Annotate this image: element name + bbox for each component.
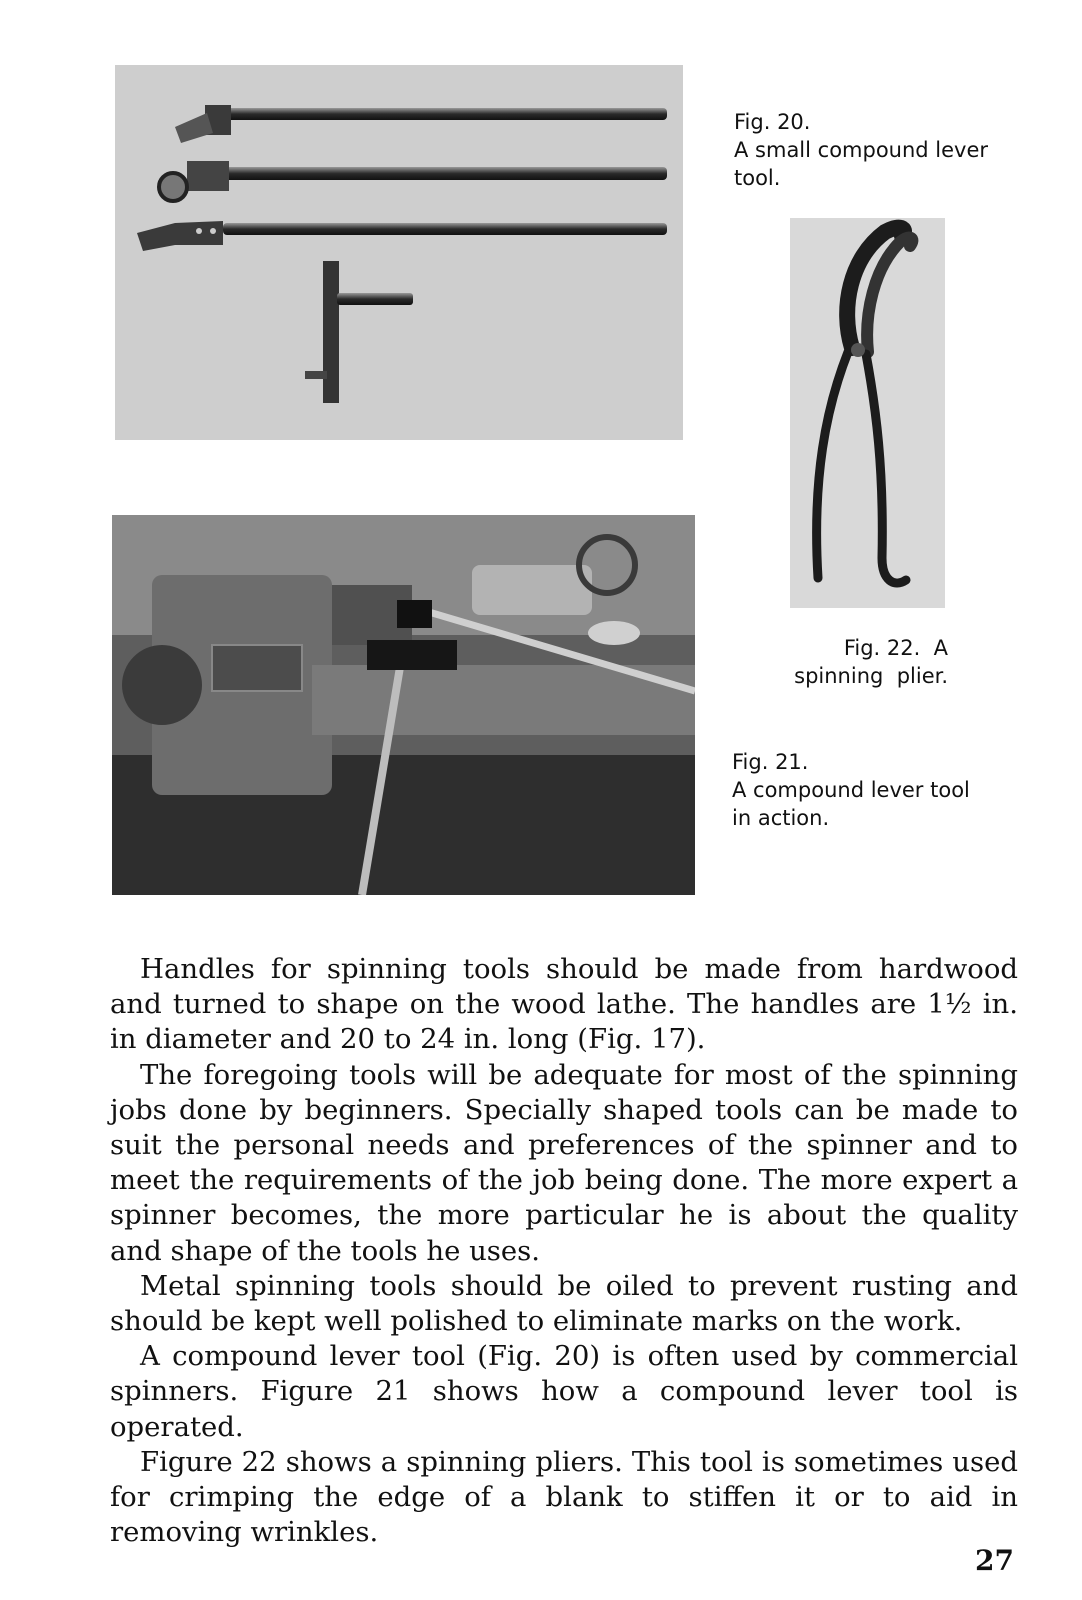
lever-tool-rod bbox=[223, 223, 667, 235]
fig22-label: Fig. 22. A bbox=[843, 636, 948, 660]
fig20-label: Fig. 20. bbox=[734, 110, 811, 134]
fig20-caption-line: tool. bbox=[734, 166, 781, 190]
fig22-caption-line: spinning plier. bbox=[794, 664, 948, 688]
body-text bbox=[110, 952, 1018, 1550]
lever-tool-head bbox=[367, 640, 457, 670]
paragraph: Metal spinning tools should be oiled to prevent rusting and should be kept well polished to eliminate marks on the work. bbox=[110, 1269, 1018, 1338]
fig20-caption bbox=[734, 108, 988, 192]
lever-tool-rod bbox=[225, 108, 667, 120]
paragraph: A compound lever tool (Fig. 20) is often used by commercial spinners. Figure 21 shows how a compound lever tool is operated. bbox=[110, 1340, 1018, 1443]
fig21-photo bbox=[112, 515, 695, 895]
fig21-caption-line: A compound lever tool bbox=[732, 778, 970, 802]
t-handle-pin bbox=[337, 293, 413, 305]
lever-tool-rod bbox=[219, 167, 667, 180]
lever-tool-roller bbox=[159, 173, 187, 201]
fig21-label: Fig. 21. bbox=[732, 750, 809, 774]
plier-pivot bbox=[851, 343, 865, 357]
fig20-photo bbox=[115, 65, 683, 440]
fig21-caption bbox=[732, 748, 970, 832]
fig22-photo bbox=[790, 218, 945, 608]
paragraph: The foregoing tools will be adequate for most of the spinning jobs done by beginners. Specially shaped tools can be made to suit the personal needs and preferences of the spinner and to meet the requirements of the job being done. The more expert a spinner becomes, the more particular he is about the quality and shape of the tools he uses. bbox=[110, 1058, 1018, 1267]
fig21-caption-line: in action. bbox=[732, 806, 830, 830]
fig20-caption-line: A small compound lever bbox=[734, 138, 989, 162]
fig22-caption bbox=[770, 634, 948, 690]
t-handle-bar bbox=[323, 261, 339, 403]
paragraph: Figure 22 shows a spinning pliers. This tool is sometimes used for crimping the edge of a blank to stiffen it or to aid in removing wrinkles. bbox=[110, 1445, 1018, 1549]
lathe-tailstock bbox=[472, 565, 592, 615]
page-number: 27 bbox=[975, 1544, 1014, 1577]
lever-tool-head bbox=[187, 161, 229, 191]
paragraph: Handles for spinning tools should be made from hardwood and turned to shape on the wood lathe. The handles are 1½ in. in diameter and 20 to 24 in. long (Fig. 17). bbox=[110, 953, 1018, 1056]
